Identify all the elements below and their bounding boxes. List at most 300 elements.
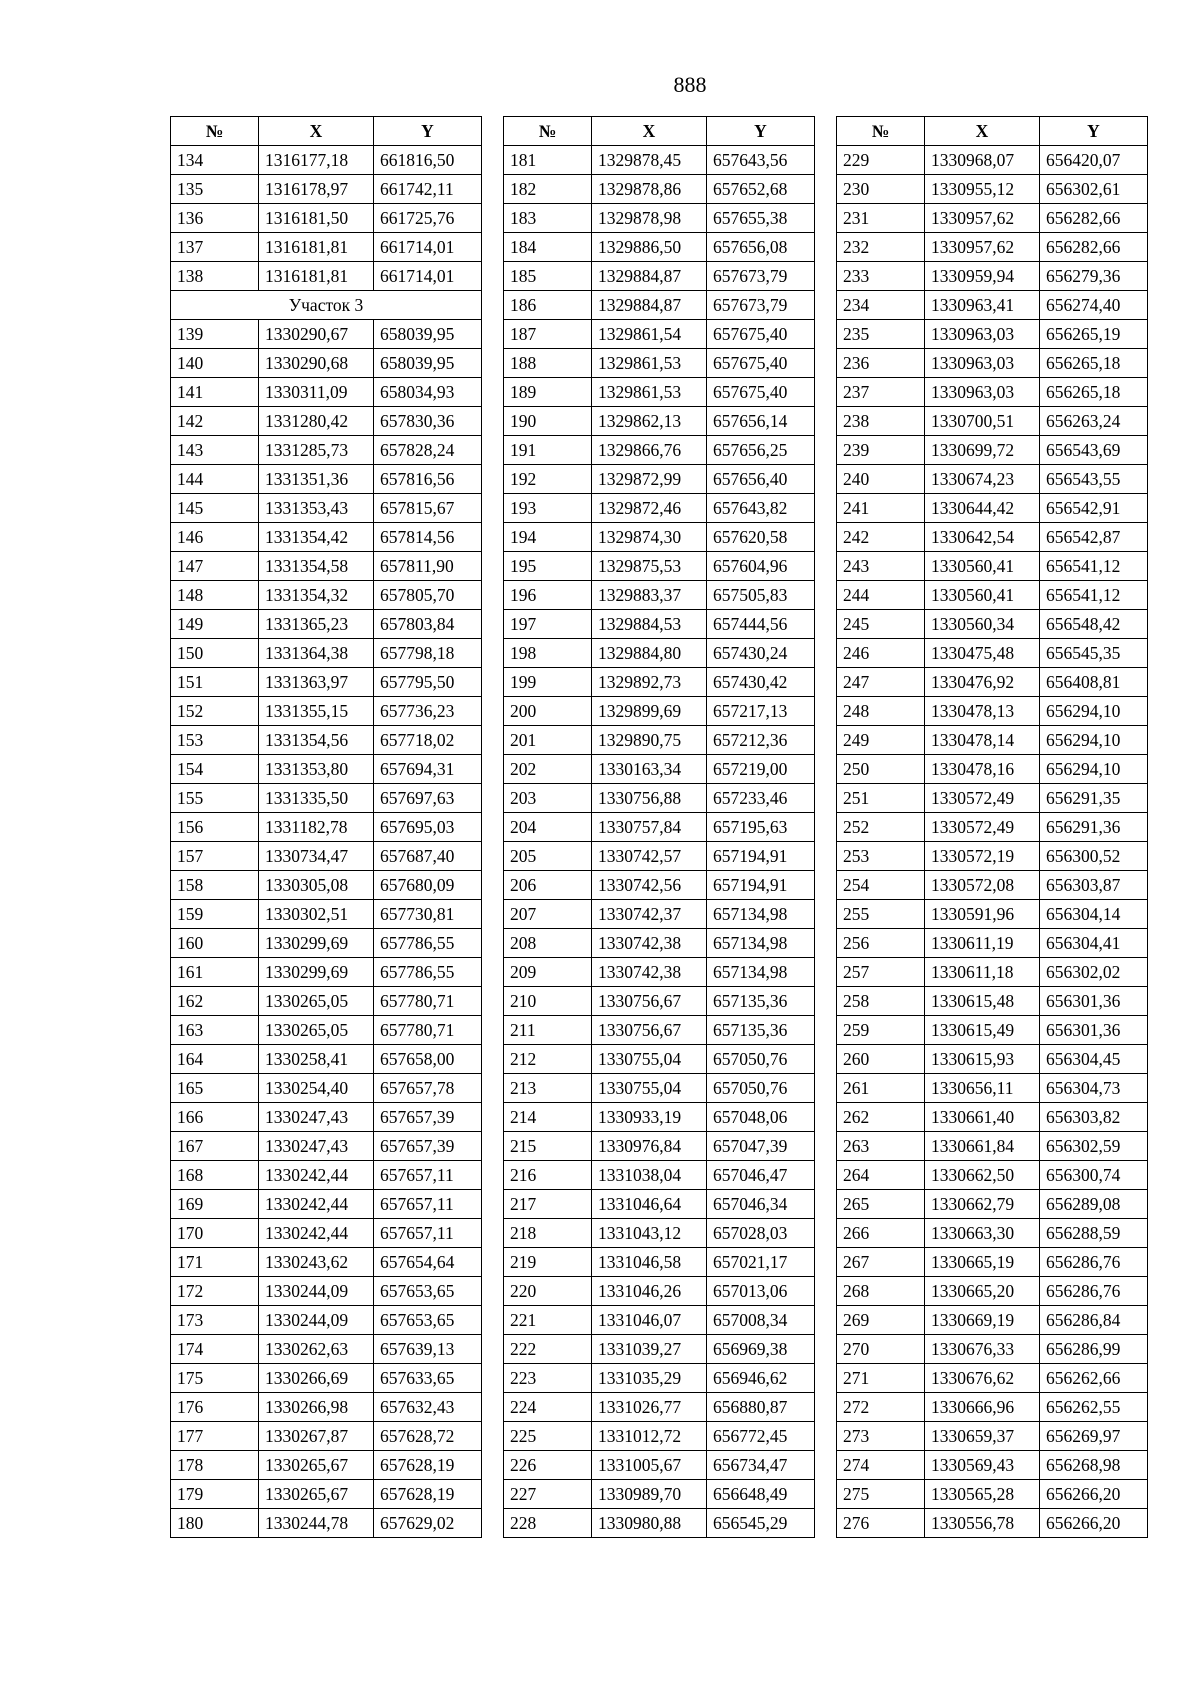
cell-x: 1330642,54: [925, 523, 1040, 552]
cell-y: 656302,59: [1040, 1132, 1148, 1161]
cell-x: 1331005,67: [592, 1451, 707, 1480]
cell-x: 1330265,05: [259, 1016, 374, 1045]
cell-number: 135: [171, 175, 259, 204]
cell-y: 656262,55: [1040, 1393, 1148, 1422]
table-row: [504, 1132, 815, 1161]
table-row: [837, 1480, 1148, 1509]
cell-y: 657675,40: [707, 378, 815, 407]
cell-y: 657795,50: [374, 668, 482, 697]
cell-number: 215: [504, 1132, 592, 1161]
cell-y: 657135,36: [707, 1016, 815, 1045]
cell-x: 1331354,32: [259, 581, 374, 610]
cell-x: 1330243,62: [259, 1248, 374, 1277]
cell-y: 656734,47: [707, 1451, 815, 1480]
cell-x: 1330572,49: [925, 784, 1040, 813]
cell-number: 205: [504, 842, 592, 871]
cell-number: 154: [171, 755, 259, 784]
cell-number: 147: [171, 552, 259, 581]
table-row: [837, 1219, 1148, 1248]
table-row: [504, 378, 815, 407]
table-row: [837, 494, 1148, 523]
cell-x: 1330957,62: [925, 233, 1040, 262]
cell-y: 656408,81: [1040, 668, 1148, 697]
section-row: [171, 291, 482, 320]
cell-number: 210: [504, 987, 592, 1016]
cell-y: 657657,11: [374, 1161, 482, 1190]
cell-number: 225: [504, 1422, 592, 1451]
table-row: [504, 407, 815, 436]
cell-x: 1330611,18: [925, 958, 1040, 987]
cell-y: 656286,76: [1040, 1277, 1148, 1306]
cell-x: 1330299,69: [259, 929, 374, 958]
table-row: [504, 494, 815, 523]
cell-y: 657656,25: [707, 436, 815, 465]
cell-y: 656303,82: [1040, 1103, 1148, 1132]
cell-x: 1329884,53: [592, 610, 707, 639]
table-row: [837, 378, 1148, 407]
cell-x: 1329884,80: [592, 639, 707, 668]
cell-x: 1330615,49: [925, 1016, 1040, 1045]
cell-number: 186: [504, 291, 592, 320]
table-row: [504, 1335, 815, 1364]
cell-number: 270: [837, 1335, 925, 1364]
cell-number: 155: [171, 784, 259, 813]
cell-number: 159: [171, 900, 259, 929]
table-row: [504, 1364, 815, 1393]
cell-number: 231: [837, 204, 925, 233]
cell-number: 263: [837, 1132, 925, 1161]
cell-y: 656263,24: [1040, 407, 1148, 436]
cell-x: 1330556,78: [925, 1509, 1040, 1538]
cell-number: 163: [171, 1016, 259, 1045]
cell-y: 656302,02: [1040, 958, 1148, 987]
cell-number: 203: [504, 784, 592, 813]
cell-x: 1316181,81: [259, 233, 374, 262]
cell-y: 657194,91: [707, 871, 815, 900]
cell-number: 247: [837, 668, 925, 697]
table-row: [837, 1422, 1148, 1451]
cell-x: 1331363,97: [259, 668, 374, 697]
cell-y: 657134,98: [707, 929, 815, 958]
cell-y: 656541,12: [1040, 581, 1148, 610]
table-row: [171, 1480, 482, 1509]
cell-y: 656286,76: [1040, 1248, 1148, 1277]
cell-number: 183: [504, 204, 592, 233]
cell-number: 218: [504, 1219, 592, 1248]
cell-x: 1330661,84: [925, 1132, 1040, 1161]
header-x: X: [925, 117, 1040, 146]
table-row: [504, 755, 815, 784]
cell-y: 657805,70: [374, 581, 482, 610]
table-row: [837, 1277, 1148, 1306]
table-row: [837, 871, 1148, 900]
table-row: [837, 407, 1148, 436]
cell-y: 656265,18: [1040, 349, 1148, 378]
cell-number: 191: [504, 436, 592, 465]
table-row: [504, 175, 815, 204]
cell-number: 268: [837, 1277, 925, 1306]
cell-x: 1330591,96: [925, 900, 1040, 929]
table-row: [837, 1103, 1148, 1132]
cell-number: 219: [504, 1248, 592, 1277]
cell-number: 150: [171, 639, 259, 668]
cell-x: 1330265,05: [259, 987, 374, 1016]
cell-x: 1330560,41: [925, 552, 1040, 581]
cell-number: 267: [837, 1248, 925, 1277]
table-row: [171, 1045, 482, 1074]
cell-x: 1330476,92: [925, 668, 1040, 697]
cell-y: 657050,76: [707, 1045, 815, 1074]
table-row: [837, 1161, 1148, 1190]
cell-x: 1331354,56: [259, 726, 374, 755]
table-row: [837, 987, 1148, 1016]
table-row: [837, 1190, 1148, 1219]
cell-y: 657675,40: [707, 320, 815, 349]
header-y: Y: [374, 117, 482, 146]
cell-x: 1330963,03: [925, 378, 1040, 407]
cell-x: 1331351,36: [259, 465, 374, 494]
cell-x: 1330756,88: [592, 784, 707, 813]
cell-y: 657653,65: [374, 1306, 482, 1335]
cell-number: 208: [504, 929, 592, 958]
cell-y: 656304,73: [1040, 1074, 1148, 1103]
table-row: [837, 813, 1148, 842]
table-row: [504, 1161, 815, 1190]
table-row: [504, 929, 815, 958]
cell-x: 1330756,67: [592, 1016, 707, 1045]
cell-y: 657780,71: [374, 987, 482, 1016]
cell-number: 204: [504, 813, 592, 842]
cell-x: 1329875,53: [592, 552, 707, 581]
cell-number: 197: [504, 610, 592, 639]
cell-x: 1330572,08: [925, 871, 1040, 900]
cell-number: 158: [171, 871, 259, 900]
table-row: [171, 1190, 482, 1219]
cell-x: 1331182,78: [259, 813, 374, 842]
cell-y: 656266,20: [1040, 1480, 1148, 1509]
cell-y: 656262,66: [1040, 1364, 1148, 1393]
cell-y: 657814,56: [374, 523, 482, 552]
cell-x: 1330478,14: [925, 726, 1040, 755]
cell-x: 1331046,26: [592, 1277, 707, 1306]
table-row: [837, 1074, 1148, 1103]
cell-x: 1330757,84: [592, 813, 707, 842]
cell-number: 238: [837, 407, 925, 436]
cell-number: 211: [504, 1016, 592, 1045]
cell-number: 142: [171, 407, 259, 436]
cell-x: 1329899,69: [592, 697, 707, 726]
table-row: [171, 581, 482, 610]
table-row: [837, 233, 1148, 262]
cell-y: 657604,96: [707, 552, 815, 581]
table-row: [504, 900, 815, 929]
cell-number: 201: [504, 726, 592, 755]
cell-y: 657656,08: [707, 233, 815, 262]
table-row: [837, 320, 1148, 349]
cell-y: 656880,87: [707, 1393, 815, 1422]
cell-number: 139: [171, 320, 259, 349]
cell-number: 253: [837, 842, 925, 871]
cell-x: 1331039,27: [592, 1335, 707, 1364]
cell-y: 657628,19: [374, 1451, 482, 1480]
header-x: X: [592, 117, 707, 146]
cell-number: 194: [504, 523, 592, 552]
cell-x: 1330989,70: [592, 1480, 707, 1509]
table-row: [171, 1306, 482, 1335]
cell-number: 235: [837, 320, 925, 349]
table-row: [504, 1016, 815, 1045]
table-row: [171, 320, 482, 349]
cell-number: 169: [171, 1190, 259, 1219]
cell-y: 656303,87: [1040, 871, 1148, 900]
cell-x: 1330661,40: [925, 1103, 1040, 1132]
cell-number: 243: [837, 552, 925, 581]
cell-number: 137: [171, 233, 259, 262]
table-row: [837, 1335, 1148, 1364]
cell-y: 657013,06: [707, 1277, 815, 1306]
table-row: [171, 552, 482, 581]
cell-y: 656300,52: [1040, 842, 1148, 871]
cell-number: 234: [837, 291, 925, 320]
cell-y: 657736,23: [374, 697, 482, 726]
cell-number: 182: [504, 175, 592, 204]
cell-y: 656542,87: [1040, 523, 1148, 552]
cell-y: 657730,81: [374, 900, 482, 929]
table-row: [504, 1248, 815, 1277]
cell-y: 657811,90: [374, 552, 482, 581]
table-row: [504, 436, 815, 465]
cell-x: 1329892,73: [592, 668, 707, 697]
cell-x: 1316181,50: [259, 204, 374, 233]
cell-number: 162: [171, 987, 259, 1016]
cell-y: 658034,93: [374, 378, 482, 407]
cell-x: 1330676,62: [925, 1364, 1040, 1393]
cell-y: 656548,42: [1040, 610, 1148, 639]
table-row: [837, 1016, 1148, 1045]
cell-y: 657657,39: [374, 1132, 482, 1161]
cell-x: 1331035,29: [592, 1364, 707, 1393]
cell-y: 657195,63: [707, 813, 815, 842]
cell-y: 657815,67: [374, 494, 482, 523]
table-row: [504, 726, 815, 755]
table-row: [171, 958, 482, 987]
cell-x: 1330659,37: [925, 1422, 1040, 1451]
cell-number: 202: [504, 755, 592, 784]
cell-y: 657816,56: [374, 465, 482, 494]
table-row: [171, 233, 482, 262]
cell-number: 274: [837, 1451, 925, 1480]
table-row: [837, 1451, 1148, 1480]
cell-number: 180: [171, 1509, 259, 1538]
table-row: [504, 958, 815, 987]
page-number: 888: [673, 72, 707, 97]
cell-number: 245: [837, 610, 925, 639]
cell-x: 1330475,48: [925, 639, 1040, 668]
cell-x: 1330299,69: [259, 958, 374, 987]
cell-x: 1329884,87: [592, 262, 707, 291]
table-row: [171, 610, 482, 639]
table-row: [837, 436, 1148, 465]
cell-number: 193: [504, 494, 592, 523]
cell-number: 156: [171, 813, 259, 842]
cell-number: 168: [171, 1161, 259, 1190]
cell-number: 273: [837, 1422, 925, 1451]
cell-x: 1331354,58: [259, 552, 374, 581]
cell-x: 1329862,13: [592, 407, 707, 436]
cell-y: 656291,35: [1040, 784, 1148, 813]
table-row: [171, 900, 482, 929]
table-row: [504, 1277, 815, 1306]
coordinates-table-3: [836, 116, 1148, 1538]
cell-number: 246: [837, 639, 925, 668]
table-row: [504, 639, 815, 668]
table-row: [504, 523, 815, 552]
table-row: [171, 1422, 482, 1451]
cell-number: 206: [504, 871, 592, 900]
table-row: [504, 842, 815, 871]
cell-x: 1331012,72: [592, 1422, 707, 1451]
cell-x: 1330266,69: [259, 1364, 374, 1393]
cell-x: 1329861,53: [592, 378, 707, 407]
cell-x: 1316178,97: [259, 175, 374, 204]
table-row: [504, 1306, 815, 1335]
cell-y: 657219,00: [707, 755, 815, 784]
cell-number: 198: [504, 639, 592, 668]
cell-number: 144: [171, 465, 259, 494]
cell-y: 656304,41: [1040, 929, 1148, 958]
cell-y: 657798,18: [374, 639, 482, 668]
cell-x: 1330265,67: [259, 1451, 374, 1480]
cell-x: 1329890,75: [592, 726, 707, 755]
cell-y: 657786,55: [374, 929, 482, 958]
cell-number: 143: [171, 436, 259, 465]
table-row: [171, 1451, 482, 1480]
cell-number: 272: [837, 1393, 925, 1422]
table-row: [504, 697, 815, 726]
cell-x: 1329861,53: [592, 349, 707, 378]
cell-y: 656946,62: [707, 1364, 815, 1393]
cell-y: 657657,78: [374, 1074, 482, 1103]
table-row: [171, 813, 482, 842]
cell-y: 656279,36: [1040, 262, 1148, 291]
cell-y: 657633,65: [374, 1364, 482, 1393]
table-row: [504, 1045, 815, 1074]
table-row: [837, 552, 1148, 581]
table-row: [504, 1190, 815, 1219]
cell-number: 224: [504, 1393, 592, 1422]
cell-x: 1331335,50: [259, 784, 374, 813]
cell-number: 254: [837, 871, 925, 900]
cell-number: 181: [504, 146, 592, 175]
table-row: [171, 871, 482, 900]
cell-number: 249: [837, 726, 925, 755]
cell-number: 244: [837, 581, 925, 610]
cell-number: 209: [504, 958, 592, 987]
table-row: [837, 465, 1148, 494]
header-x: X: [259, 117, 374, 146]
cell-x: 1330244,09: [259, 1306, 374, 1335]
cell-y: 657639,13: [374, 1335, 482, 1364]
header-number: №: [837, 117, 925, 146]
table-row: [504, 871, 815, 900]
cell-number: 149: [171, 610, 259, 639]
table-row: [837, 1393, 1148, 1422]
cell-x: 1329874,30: [592, 523, 707, 552]
cell-y: 656969,38: [707, 1335, 815, 1364]
cell-number: 161: [171, 958, 259, 987]
table-row: [504, 465, 815, 494]
header-number: №: [171, 117, 259, 146]
table-row: [171, 523, 482, 552]
cell-x: 1330963,03: [925, 349, 1040, 378]
cell-x: 1330957,62: [925, 204, 1040, 233]
cell-x: 1330676,33: [925, 1335, 1040, 1364]
section-title: Участок 3: [171, 291, 482, 320]
cell-number: 173: [171, 1306, 259, 1335]
cell-number: 188: [504, 349, 592, 378]
cell-number: 157: [171, 842, 259, 871]
cell-y: 657048,06: [707, 1103, 815, 1132]
table-row: [837, 291, 1148, 320]
cell-y: 656543,55: [1040, 465, 1148, 494]
cell-y: 657656,14: [707, 407, 815, 436]
cell-x: 1330254,40: [259, 1074, 374, 1103]
cell-y: 657021,17: [707, 1248, 815, 1277]
table-row: [171, 784, 482, 813]
cell-y: 657695,03: [374, 813, 482, 842]
table-row: [171, 175, 482, 204]
cell-number: 192: [504, 465, 592, 494]
cell-y: 657657,11: [374, 1219, 482, 1248]
cell-number: 228: [504, 1509, 592, 1538]
cell-y: 657780,71: [374, 1016, 482, 1045]
cell-number: 256: [837, 929, 925, 958]
cell-y: 657673,79: [707, 262, 815, 291]
cell-number: 250: [837, 755, 925, 784]
table-row: [504, 204, 815, 233]
cell-x: 1330665,19: [925, 1248, 1040, 1277]
cell-y: 657828,24: [374, 436, 482, 465]
cell-number: 174: [171, 1335, 259, 1364]
cell-x: 1331046,64: [592, 1190, 707, 1219]
cell-y: 656282,66: [1040, 233, 1148, 262]
table-row: [504, 987, 815, 1016]
cell-number: 258: [837, 987, 925, 1016]
cell-x: 1330615,48: [925, 987, 1040, 1016]
table-row: [504, 1219, 815, 1248]
cell-x: 1330742,57: [592, 842, 707, 871]
cell-number: 164: [171, 1045, 259, 1074]
cell-x: 1330665,20: [925, 1277, 1040, 1306]
cell-x: 1329878,45: [592, 146, 707, 175]
cell-number: 226: [504, 1451, 592, 1480]
cell-y: 657047,39: [707, 1132, 815, 1161]
cell-number: 230: [837, 175, 925, 204]
cell-x: 1330662,79: [925, 1190, 1040, 1219]
cell-number: 185: [504, 262, 592, 291]
table-row: [837, 1509, 1148, 1538]
cell-x: 1329878,86: [592, 175, 707, 204]
cell-x: 1331026,77: [592, 1393, 707, 1422]
cell-y: 658039,95: [374, 349, 482, 378]
cell-x: 1329884,87: [592, 291, 707, 320]
table-row: [171, 639, 482, 668]
cell-y: 656302,61: [1040, 175, 1148, 204]
cell-y: 657046,34: [707, 1190, 815, 1219]
cell-number: 236: [837, 349, 925, 378]
cell-number: 252: [837, 813, 925, 842]
cell-x: 1330963,03: [925, 320, 1040, 349]
